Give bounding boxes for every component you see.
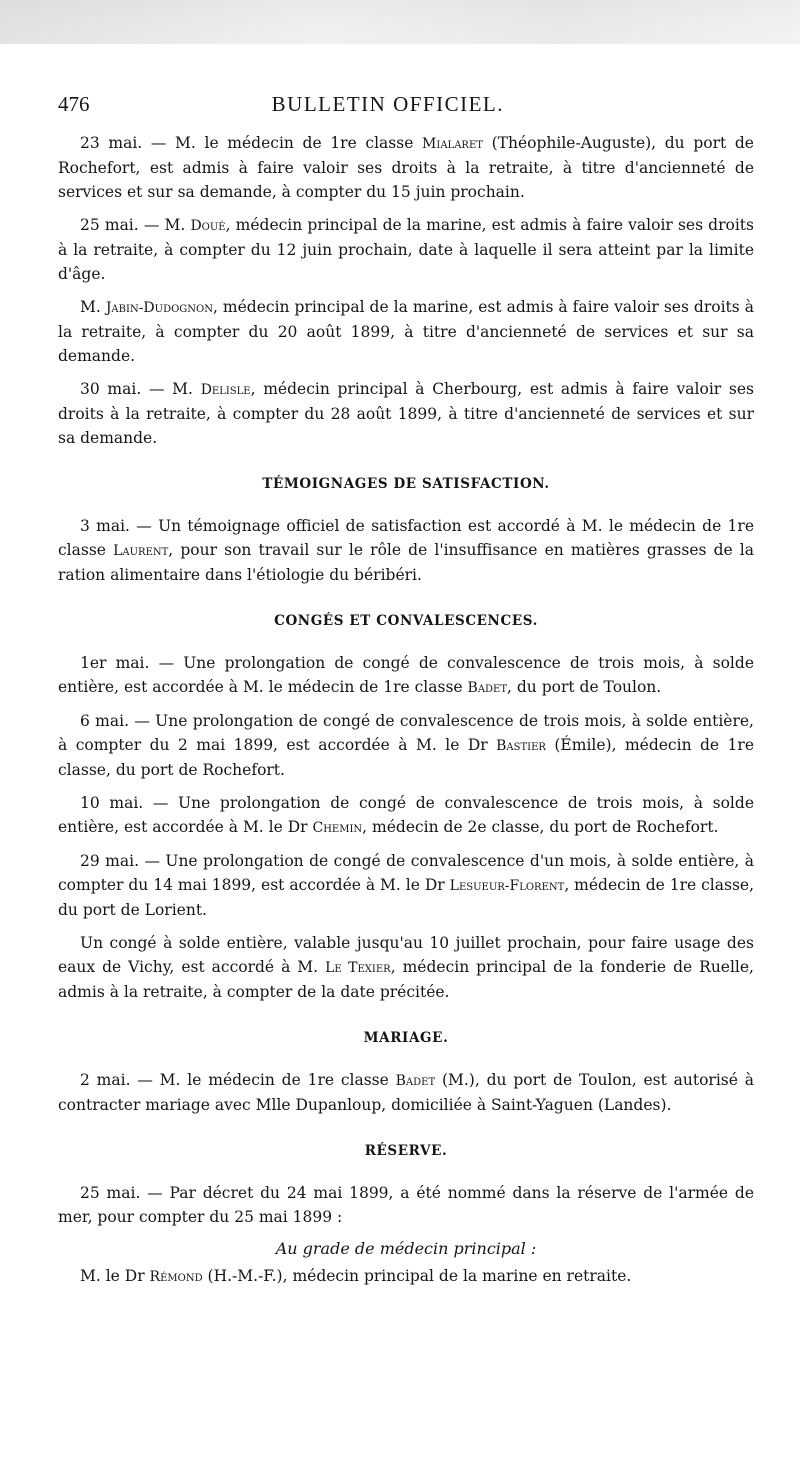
section-heading: CONGÉS ET CONVALESCENCES. <box>274 613 538 629</box>
entry-date: 10 mai. <box>80 794 144 812</box>
paragraph: 10 mai. — Une prolongation de congé de convalescence de trois mois, à solde entière, est accordée à M. le Dr Chemin, médecin de 2e classe, du port de Rochefort. <box>58 794 754 836</box>
section-heading: RÉSERVE. <box>364 1143 448 1159</box>
paragraph: M. le Dr Rémond (H.-M.-F.), médecin principal de la marine en retraite. <box>80 1267 632 1285</box>
person-name: Doué <box>190 218 226 234</box>
mariage-section <box>58 1030 754 1117</box>
paragraph: 6 mai. — Une prolongation de congé de convalescence de trois mois, à solde entière, à compter du 2 mai 1899, est accordée à M. le Dr Bastier (Émile), médecin de 1re classe, du port de Rochefort. <box>58 712 754 779</box>
page-number: 476 <box>58 92 90 116</box>
person-name: Jabin-Dudognon <box>105 300 213 316</box>
page-header <box>58 92 754 117</box>
section-heading: MARIAGE. <box>363 1030 449 1046</box>
person-name: Bastier <box>496 738 546 754</box>
paragraph: M. Jabin-Dudognon, médecin principal de la marine, est admis à faire valoir ses droits à la retraite, à compter du 20 août 1899, à titre d'ancienneté de services et sur sa demande. <box>58 298 754 365</box>
entry-date: 2 mai. <box>80 1071 131 1089</box>
paragraph: 2 mai. — M. le médecin de 1re classe Badet (M.), du port de Toulon, est autorisé à contracter mariage avec Mlle Dupanloup, domiciliée à Saint-Yaguen (Landes). <box>58 1071 754 1114</box>
paragraph: 1er mai. — Une prolongation de congé de convalescence de trois mois, à solde entière, est accordée à M. le médecin de 1re classe Badet, du port de Toulon. <box>58 654 754 696</box>
person-name: Lesueur-Florent <box>449 878 565 894</box>
entry-date: 23 mai. <box>80 134 143 152</box>
rank-heading: Au grade de médecin principal : <box>275 1239 537 1258</box>
paragraph: 25 mai. — M. Doué, médecin principal de la marine, est admis à faire valoir ses droits à la retraite, à compter du 12 juin prochain, date à laquelle il sera atteint par la limite d'âge. <box>58 216 754 283</box>
scan-shadow <box>0 0 800 44</box>
person-name: Badet <box>395 1073 436 1089</box>
paragraph: 30 mai. — M. Delisle, médecin principal à Cherbourg, est admis à faire valoir ses droits à la retraite, à compter du 28 août 1899, à titre d'ancienneté de services et sur sa demande. <box>58 380 754 447</box>
paragraph: 29 mai. — Une prolongation de congé de convalescence d'un mois, à solde entière, à compter du 14 mai 1899, est accordée à M. le Dr Lesueur-Florent, médecin de 1re classe, du port de Lorient. <box>58 852 755 919</box>
retirements-section <box>58 131 754 450</box>
reserve-section <box>58 1143 754 1289</box>
paragraph: Un congé à solde entière, valable jusqu'au 10 juillet prochain, pour faire usage des eaux de Vichy, est accordé à M. Le Texier, médecin principal de la fonderie de Ruelle, admis à la retraite, à compter de la date précitée. <box>58 934 754 1001</box>
entry-date: 30 mai. <box>80 380 142 398</box>
section-heading: TÉMOIGNAGES DE SATISFACTION. <box>262 476 550 492</box>
person-name: Badet <box>467 680 508 696</box>
person-name: Laurent <box>113 543 169 559</box>
entry-date: 6 mai. <box>80 712 130 730</box>
entry-date: 1er mai. <box>80 654 150 672</box>
running-title: BULLETIN OFFICIEL. <box>271 92 504 116</box>
entry-date: 25 mai. <box>80 1184 141 1202</box>
paragraph: 25 mai. — Par décret du 24 mai 1899, a été nommé dans la réserve de l'armée de mer, pour compter du 25 mai 1899 : <box>58 1184 754 1226</box>
paragraph: 23 mai. — M. le médecin de 1re classe Mialaret (Théophile-Auguste), du port de Rochefort, est admis à faire valoir ses droits à la retraite, à titre d'ancienneté de services et sur sa demande, à compter du 15 juin prochain. <box>58 134 754 201</box>
person-name: Mialaret <box>422 136 483 152</box>
conges-section <box>58 613 754 1004</box>
person-name: Chemin <box>312 820 363 836</box>
person-name: Le Texier <box>325 960 391 976</box>
temoignages-section <box>58 476 754 587</box>
entry-date: 25 mai. <box>80 216 139 234</box>
person-name: Rémond <box>149 1269 203 1285</box>
entry-date: 29 mai. <box>80 852 139 870</box>
person-name: Delisle <box>200 382 251 398</box>
entry-date: 3 mai. <box>80 517 130 535</box>
paragraph: 3 mai. — Un témoignage officiel de satisfaction est accordé à M. le médecin de 1re classe Laurent, pour son travail sur le rôle de l'insuffisance en matières grasses de la ration alimentaire dans l'étiologie du béribéri. <box>58 517 754 584</box>
